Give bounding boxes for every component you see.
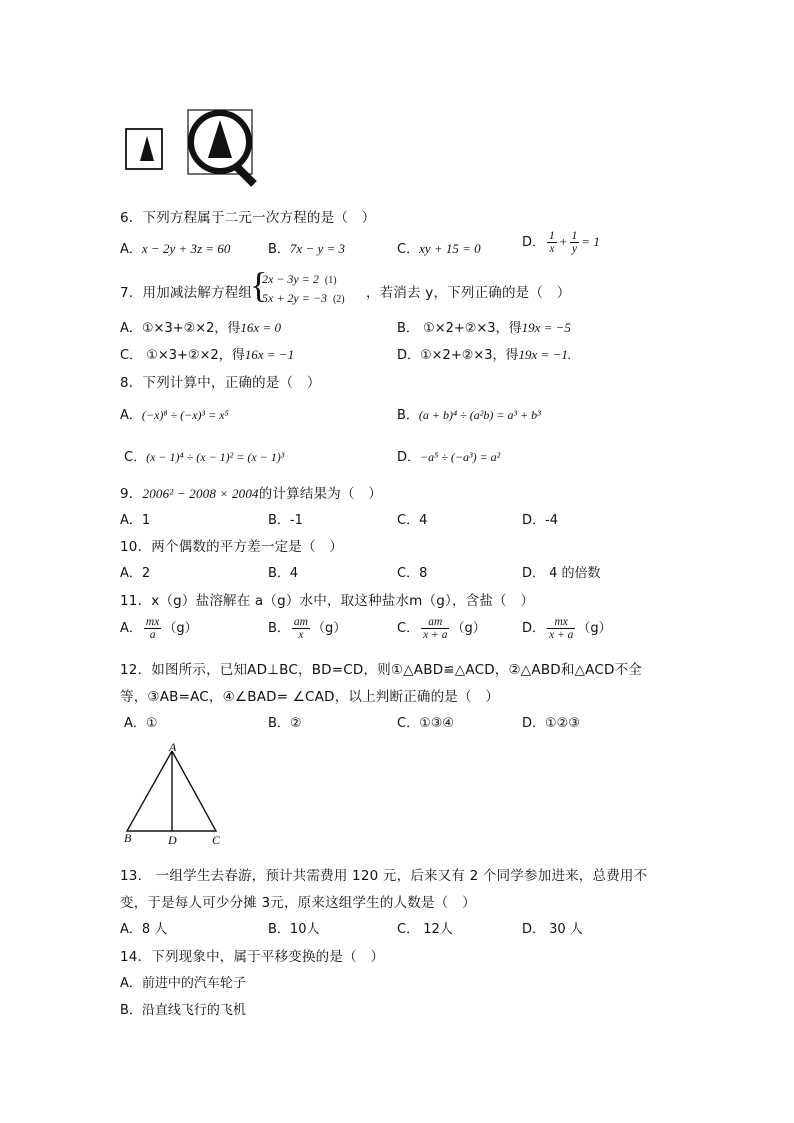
q10-option-b[interactable]: B．4 [268, 566, 299, 581]
q9-stem: 9．2006² − 2008 × 2004的计算结果为（ ） [120, 486, 383, 502]
q7-option-a[interactable]: A．①×3+②×2，得16x = 0 [120, 320, 281, 336]
q6-option-c[interactable]: C．xy + 15 = 0 [397, 241, 481, 257]
fraction: $\frac{mx}{a}$ [145, 616, 160, 642]
q8-option-c[interactable]: C．(x − 1)⁴ ÷ (x − 1)² = (x − 1)³ [124, 450, 285, 465]
q12-option-b[interactable]: B．② [268, 716, 302, 731]
q9-option-d[interactable]: D．-4 [522, 513, 558, 528]
q8-option-d[interactable]: D．−a⁵ ÷ (−a³) = a² [397, 450, 501, 465]
triangle-figure [118, 740, 228, 850]
label-a: A [169, 740, 177, 754]
q8-stem: 8．下列计算中，正确的是（ ） [120, 375, 321, 391]
fraction: $\frac{am}{x}$ [293, 616, 308, 642]
q13-stem-line1: 13． 一组学生去春游，预计共需费用 120 元，后来又有 2 个同学参加进来，总费用不 [120, 868, 648, 884]
label-d: D [168, 833, 177, 847]
q11-option-d[interactable]: D． $\frac{mx}{x + a}$ （g） [522, 616, 612, 642]
q8-option-a[interactable]: A．(−x)⁸ ÷ (−x)³ = x⁵ [120, 408, 229, 423]
q14-option-a[interactable]: A．前进中的汽车轮子 [120, 976, 246, 991]
q9-option-a[interactable]: A．1 [120, 513, 151, 528]
q10-stem: 10．两个偶数的平方差一定是（ ） [120, 539, 344, 555]
q13-option-a[interactable]: A．8 人 [120, 922, 168, 937]
q12-stem-line1: 12．如图所示，已知AD⊥BC，BD=CD，则①△ABD≌△ACD，②△ABD和△ACD不全 [120, 662, 642, 678]
q9-option-c[interactable]: C．4 [397, 513, 428, 528]
q6-stem: 6．下列方程属于二元一次方程的是（ ） [120, 210, 376, 226]
q11-stem: 11．x（g）盐溶解在 a（g）水中，取这种盐水m（g），含盐（ ） [120, 593, 535, 609]
q13-option-b[interactable]: B．10人 [268, 922, 320, 937]
q12-option-c[interactable]: C．①③④ [397, 716, 455, 731]
magnifier-icon [188, 110, 254, 184]
fraction: $\frac{1}{x}$ [549, 230, 555, 256]
q13-stem-line2: 变，于是每人可少分摊 3元，原来这组学生的人数是（ ） [120, 895, 476, 911]
system-brace: { [250, 265, 268, 305]
q12-option-d[interactable]: D．①②③ [522, 716, 580, 731]
q7-stem-post: ，若消去 y，下列正确的是（ ） [366, 285, 571, 301]
q6-option-b[interactable]: B．7x − y = 3 [268, 241, 346, 257]
fraction: $\frac{mx}{x + a}$ [549, 616, 574, 642]
q7-eq2: 5x + 2y = −3 (2) [262, 291, 345, 305]
q13-option-d[interactable]: D． 30 人 [522, 922, 583, 937]
q8-option-b[interactable]: B．(a + b)⁴ ÷ (a²b) = a³ + b³ [397, 408, 541, 423]
q7-eq1: 2x − 3y = 2 (1) [262, 272, 337, 286]
q6-option-a[interactable]: A．x − 2y + 3z = 60 [120, 241, 231, 257]
fraction: $\frac{1}{y}$ [571, 230, 578, 256]
q12-stem-line2: 等，③AB=AC，④∠BAD= ∠CAD，以上判断正确的是（ ） [120, 689, 500, 705]
fraction: $\frac{am}{x + a}$ [423, 616, 448, 642]
q14-stem: 14．下列现象中，属于平移变换的是（ ） [120, 949, 385, 965]
q13-option-c[interactable]: C． 12人 [397, 922, 453, 937]
q7-option-c[interactable]: C． ①×3+②×2，得16x = −1 [120, 347, 295, 363]
q11-option-a[interactable]: A． $\frac{mx}{a}$ （g） [120, 616, 198, 642]
q10-option-c[interactable]: C．8 [397, 566, 428, 581]
q11-option-b[interactable]: B． $\frac{am}{x}$ （g） [268, 616, 347, 642]
top-figure [120, 104, 270, 190]
q6-option-d[interactable]: D． $\frac{1}{x}$ + $\frac{1}{y}$ = 1 [522, 230, 600, 256]
q10-option-a[interactable]: A．2 [120, 566, 151, 581]
small-triangle-square [126, 129, 162, 169]
q7-stem-pre: 7．用加减法解方程组 [120, 285, 253, 301]
label-c: C [212, 833, 221, 847]
q7-option-b[interactable]: B． ①×2+②×3，得19x = −5 [397, 320, 571, 336]
q14-option-b[interactable]: B．沿直线飞行的飞机 [120, 1003, 246, 1018]
q10-option-d[interactable]: D． 4 的倍数 [522, 566, 601, 581]
label-b: B [124, 831, 132, 845]
q11-option-c[interactable]: C． $\frac{am}{x + a}$ （g） [397, 616, 486, 642]
q9-option-b[interactable]: B．-1 [268, 513, 303, 528]
q12-option-a[interactable]: A．① [124, 716, 158, 731]
q7-option-d[interactable]: D．①×2+②×3，得19x = −1. [397, 347, 572, 363]
